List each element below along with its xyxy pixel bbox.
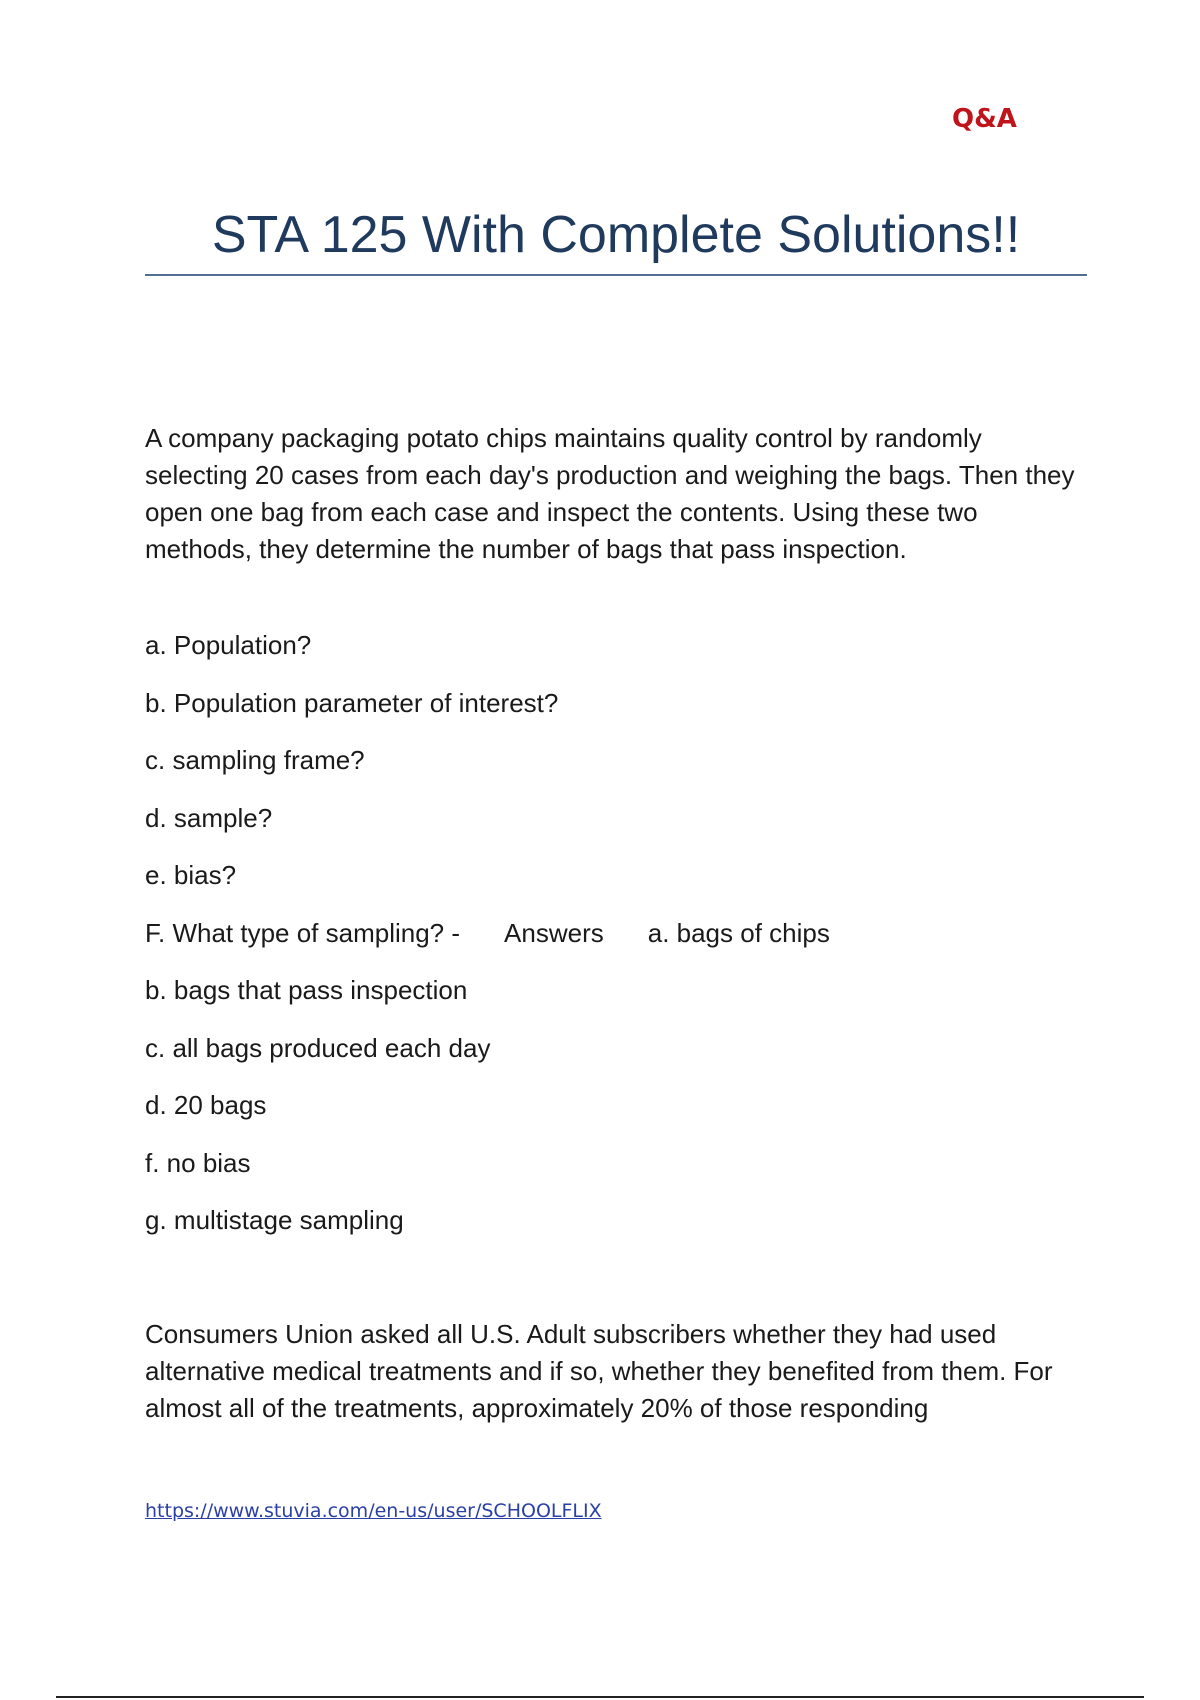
list-item: a. Population? xyxy=(145,630,312,660)
question-1-text: A company packaging potato chips maintains quality control by randomly selecting 20 cases from each day's production and weighing the bags. Then they open one bag from each case and inspect the contents. Using these two methods, they determine the number of bags that pass inspection. xyxy=(145,423,1075,564)
answer-item: g. multistage sampling xyxy=(145,1205,404,1235)
question-2-text: Consumers Union asked all U.S. Adult subscribers whether they had used alternative medical treatments and if so, whether they benefited from them. For almost all of the treatments, approximately 20% of those responding xyxy=(145,1319,1053,1423)
answer-item: a. bags of chips xyxy=(647,918,830,948)
answer-item: c. all bags produced each day xyxy=(145,1033,491,1063)
sampling-question: F. What type of sampling? - xyxy=(145,918,461,948)
list-item: c. sampling frame? xyxy=(145,745,365,775)
answer-item: d. 20 bags xyxy=(145,1090,267,1120)
sampling-question-line xyxy=(145,915,830,952)
answer-item: f. no bias xyxy=(145,1148,251,1178)
list-item: e. bias? xyxy=(145,860,237,890)
list-item: d. sample? xyxy=(145,803,273,833)
qa-tag: Q&A xyxy=(952,104,1017,134)
list-item: b. Population parameter of interest? xyxy=(145,688,559,718)
footer-link[interactable]: https://www.stuvia.com/en-us/user/SCHOOLFLIX xyxy=(145,1500,602,1522)
title-underline xyxy=(145,274,1087,276)
answer-item: b. bags that pass inspection xyxy=(145,975,468,1005)
page-bottom-rule xyxy=(56,1696,1144,1698)
answers-label: Answers xyxy=(504,918,604,948)
document-title: STA 125 With Complete Solutions!! xyxy=(211,206,1021,264)
